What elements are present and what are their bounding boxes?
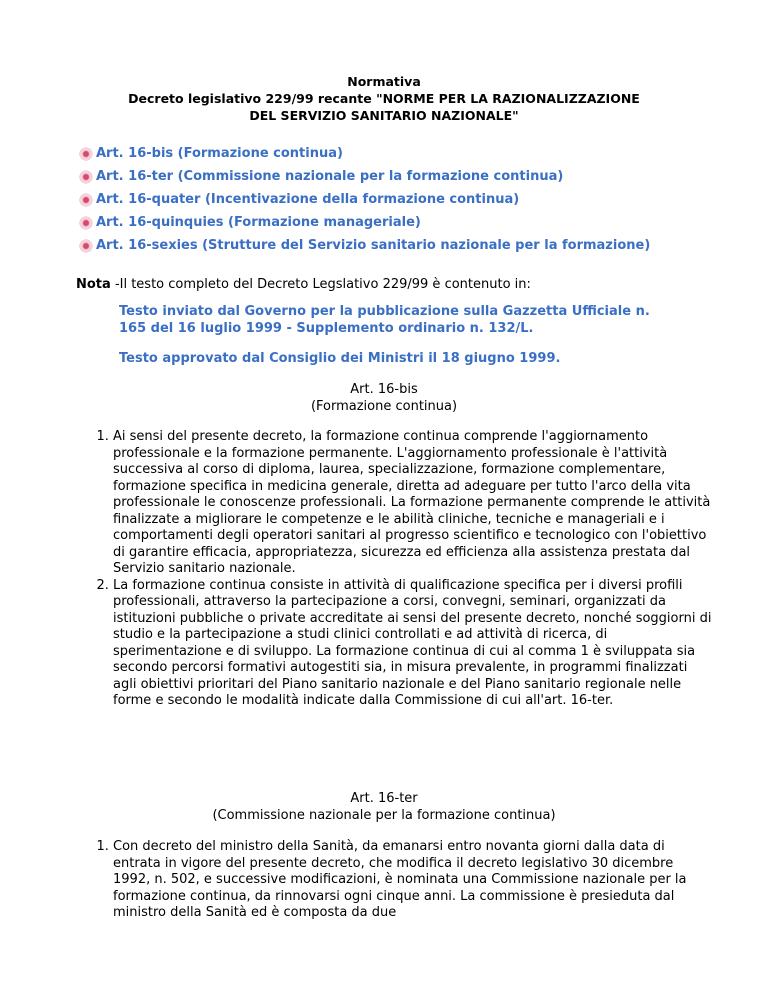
article-16-bis-title: Art. 16-bis [350, 382, 418, 397]
article-16-ter-paragraph-1: 1. Con decreto del ministro della Sanità, da emanarsi entro novanta giorni dalla data di entrata in vigore del presente decreto, che modifica il decreto legislativo 30 dicembre 1992, n. 502, e successive modificazioni, è nominata una Commissione nazionale per la formazione continua, da rinnovarsi ogni cinque anni. La commissione è presieduta dal ministro della Sanità ed è composta da due [113, 839, 713, 922]
toc-link-16-bis[interactable]: Art. 16-bis (Formazione continua) [96, 146, 343, 161]
toc-item-16-ter [80, 165, 650, 188]
toc-link-16-quater[interactable]: Art. 16-quater (Incentivazione della formazione continua) [96, 192, 520, 207]
bullet-icon [80, 217, 92, 229]
article-16-bis-subtitle: (Formazione continua) [310, 399, 458, 414]
council-text-link[interactable]: Testo approvato dal Consiglio dei Ministri il 18 giugno 1999. [119, 351, 561, 366]
article-16-ter-title: Art. 16-ter [350, 791, 418, 806]
article-16-ter-subtitle: (Commissione nazionale per la formazione continua) [212, 808, 556, 823]
article-16-ter-heading [0, 790, 768, 824]
toc-link-16-sexies[interactable]: Art. 16-sexies (Strutture del Servizio sanitario nazionale per la formazione) [96, 238, 651, 253]
note [76, 277, 531, 292]
gazzetta-text-link[interactable]: Testo inviato dal Governo per la pubblicazione sulla Gazzetta Ufficiale n. 165 del 16 luglio 1999 - Supplemento ordinario n. 132/L. [119, 304, 650, 336]
toc-item-16-sexies [80, 234, 650, 257]
bullet-icon [80, 148, 92, 160]
page-header [0, 73, 768, 124]
toc-item-16-bis [80, 142, 650, 165]
article-16-bis-paragraph-2: 2. La formazione continua consiste in attività di qualificazione specifica per i diversi profili professionali, attraverso la partecipazione a corsi, convegni, seminari, organizzati da istituzioni pubbliche o private accreditate ai sensi del presente decreto, nonché soggiorni di studio e la partecipazione a studi clinici controllati e ad attività di ricerca, di sperimentazione e di sviluppo. La formazione continua di cui al comma 1 è sviluppata sia secondo percorsi formativi autogestiti sia, in misura prevalente, in programmi finalizzati agli obiettivi prioritari del Piano sanitario nazionale e del Piano sanitario regionale nelle forme e secondo le modalità indicate dalla Commissione di cui all'art. 16-ter. [113, 578, 713, 710]
toc-link-16-ter[interactable]: Art. 16-ter (Commissione nazionale per la formazione continua) [96, 169, 564, 184]
toc-link-16-quinquies[interactable]: Art. 16-quinquies (Formazione manageriale) [96, 215, 421, 230]
toc-item-16-quater [80, 188, 650, 211]
note-label: Nota [76, 277, 111, 292]
header-decree-line-1: Decreto legislativo 229/99 recante "NORME PER LA RAZIONALIZZAZIONE [128, 91, 640, 106]
bullet-icon [80, 171, 92, 183]
header-decree-line-2: DEL SERVIZIO SANITARIO NAZIONALE" [249, 108, 519, 123]
article-16-ter-paragraphs [78, 839, 713, 922]
header-title: Normativa [347, 74, 421, 89]
toc-item-16-quinquies [80, 211, 650, 234]
note-text: -Il testo completo del Decreto Legslativo 229/99 è contenuto in: [110, 277, 531, 292]
article-16-bis-heading [0, 381, 768, 415]
bullet-icon [80, 240, 92, 252]
article-16-bis-paragraphs [78, 429, 713, 710]
article-index [80, 142, 650, 257]
article-16-bis-paragraph-1: 1. Ai sensi del presente decreto, la formazione continua comprende l'aggiornamento professionale e la formazione permanente. L'aggiornamento professionale è l'attività successiva al corso di diploma, laurea, specializzazione, formazione complementare, formazione specifica in medicina generale, diretta ad adeguare per tutto l'arco della vita professionale le conoscenze professionali. La formazione permanente comprende le attività finalizzate a migliorare le competenze e le abilità cliniche, tecniche e manageriali e i comportamenti degli operatori sanitari al progresso scientifico e tecnologico con l'obiettivo di garantire efficacia, appropriatezza, sicurezza ed efficienza alla assistenza prestata dal Servizio sanitario nazionale. [113, 429, 713, 578]
source-links [119, 303, 659, 380]
bullet-icon [80, 194, 92, 206]
